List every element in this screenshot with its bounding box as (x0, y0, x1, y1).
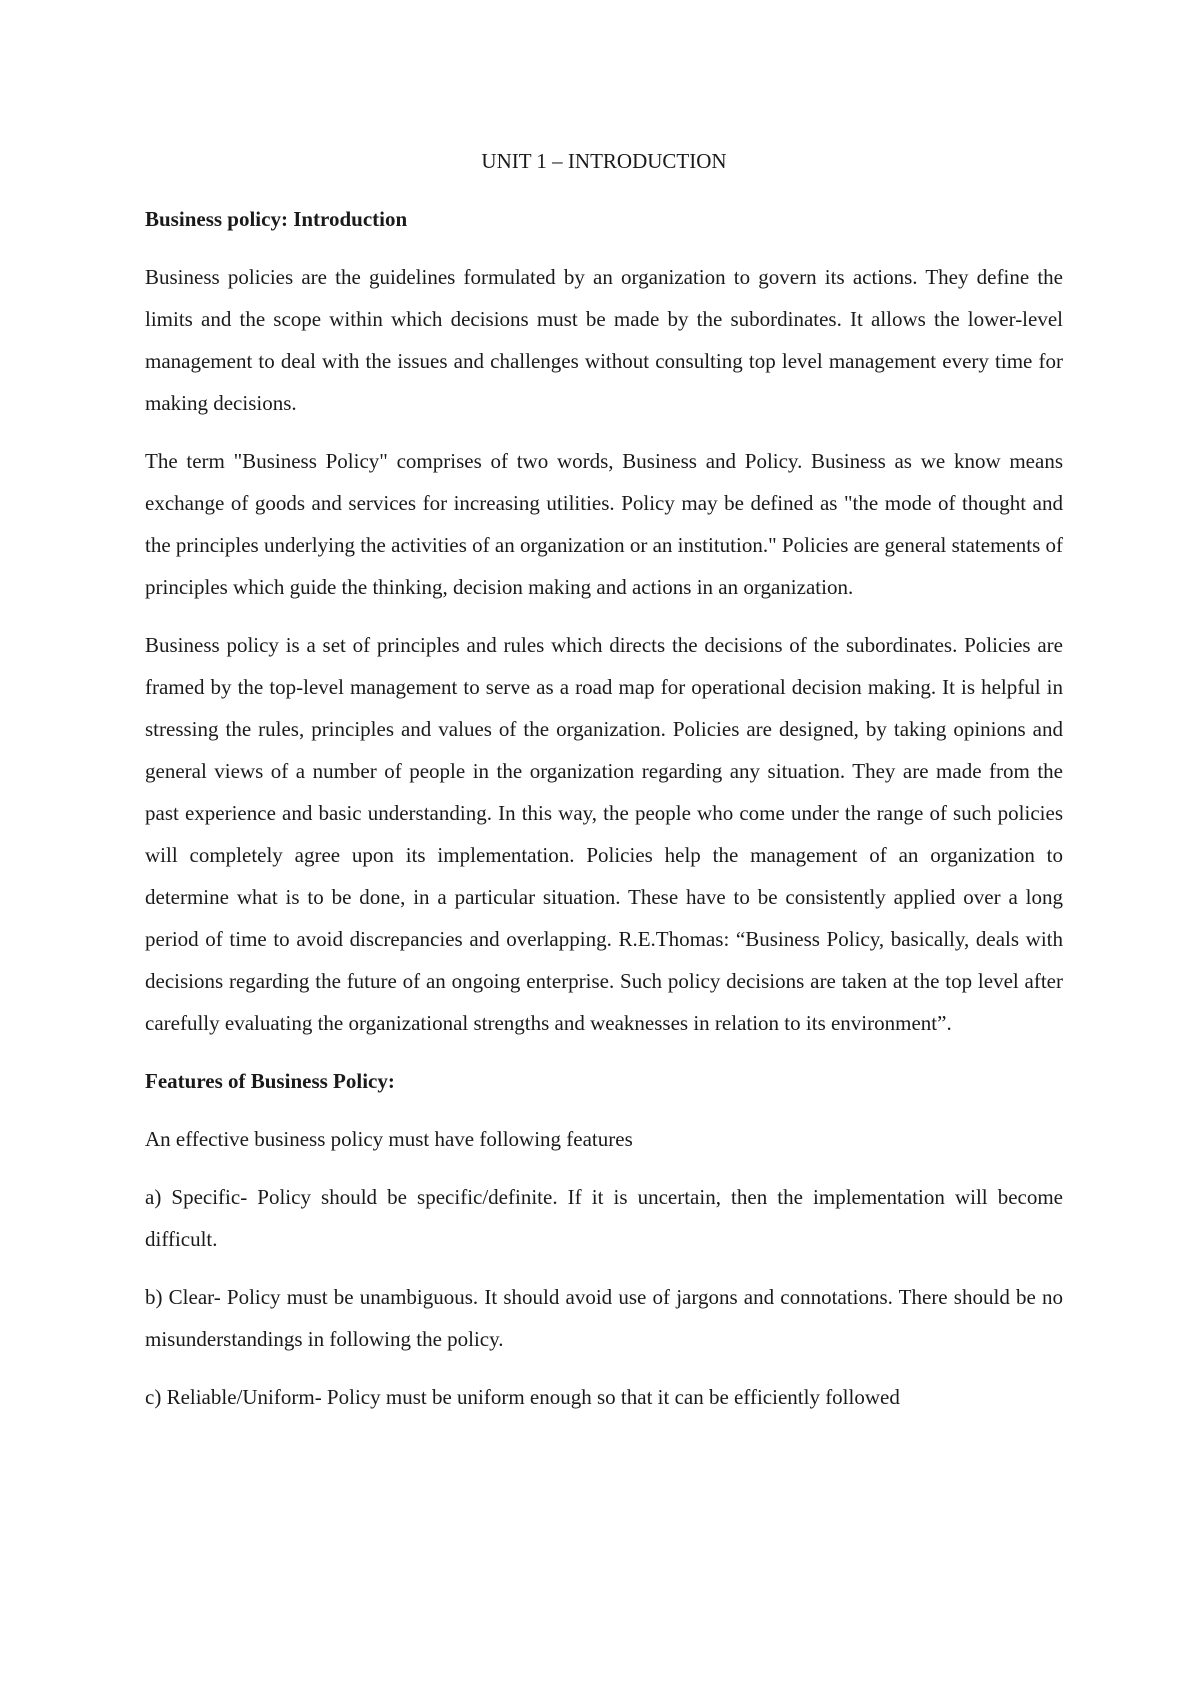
paragraph-principles: Business policy is a set of principles and rules which directs the decisions of the subordinates. Policies are framed by the top-level management to serve as a road map for operational decision making. It is helpful in stressing the rules, principles and values of the organization. Policies are designed, by taking opinions and general views of a number of people in the organization regarding any situation. They are made from the past experience and basic understanding. In this way, the people who come under the range of such policies will completely agree upon its implementation. Policies help the management of an organization to determine what is to be done, in a particular situation. These have to be consistently applied over a long period of time to avoid discrepancies and overlapping. R.E.Thomas: “Business Policy, basically, deals with decisions regarding the future of an ongoing enterprise. Such policy decisions are taken at the top level after carefully evaluating the organizational strengths and weaknesses in relation to its environment”. (145, 633, 1063, 1035)
feature-item-specific: a) Specific- Policy should be specific/definite. If it is uncertain, then the implementation will become difficult. (145, 1185, 1063, 1251)
feature-item-reliable: c) Reliable/Uniform- Policy must be uniform enough so that it can be efficiently followed (145, 1385, 900, 1409)
features-intro: An effective business policy must have following features (145, 1127, 633, 1151)
feature-item-clear: b) Clear- Policy must be unambiguous. It should avoid use of jargons and connotations. There should be no misunderstandings in following the policy. (145, 1285, 1063, 1351)
section-heading-introduction: Business policy: Introduction (145, 207, 408, 231)
document-page (145, 140, 1063, 1434)
document-title: UNIT 1 – INTRODUCTION (481, 149, 727, 173)
paragraph-definition: Business policies are the guidelines formulated by an organization to govern its actions. They define the limits and the scope within which decisions must be made by the subordinates. It allows the lower-level management to deal with the issues and challenges without consulting top level management every time for making decisions. (145, 265, 1063, 415)
paragraph-term: The term "Business Policy" comprises of two words, Business and Policy. Business as we know means exchange of goods and services for increasing utilities. Policy may be defined as "the mode of thought and the principles underlying the activities of an organization or an institution." Policies are general statements of principles which guide the thinking, decision making and actions in an organization. (145, 449, 1063, 599)
section-heading-features: Features of Business Policy: (145, 1069, 395, 1093)
